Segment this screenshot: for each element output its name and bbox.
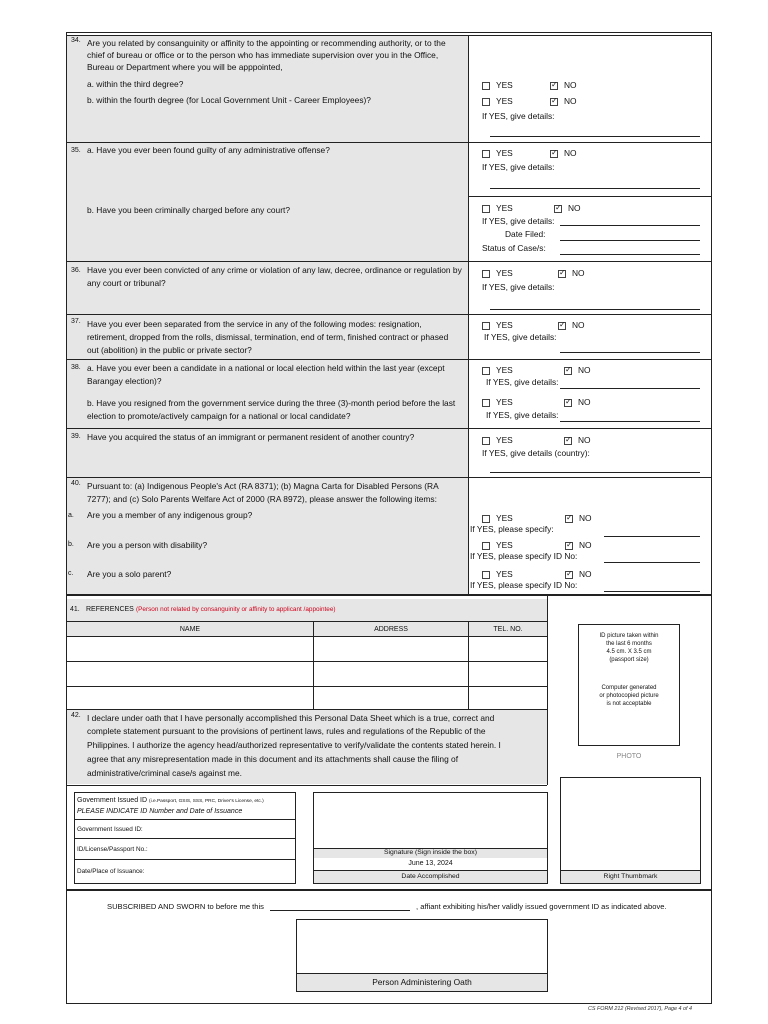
ref-row-1-name[interactable] — [68, 638, 312, 660]
oath-text-after: , affiant exhibiting his/her validly issued government ID as indicated above. — [416, 902, 667, 911]
q42-line-3: Philippines. I authorize the agency head/authorized representative to verify/validate the contents stated herein. I — [87, 740, 501, 750]
q38a-no-checkbox[interactable] — [564, 367, 572, 375]
q35-b: b. Have you been criminally charged before any court? — [87, 205, 290, 215]
q35b-no-label: NO — [568, 203, 581, 213]
q35b-no-checkbox[interactable] — [554, 205, 562, 213]
q40b-specify-line[interactable] — [604, 562, 700, 563]
q38-a-line-2: Barangay election)? — [87, 376, 162, 386]
ref-row-2-tel[interactable] — [470, 663, 546, 685]
govid-field-id-label: Government Issued ID: — [77, 826, 143, 833]
q35a-yes-checkbox[interactable] — [482, 150, 490, 158]
photo-instruction-1: ID picture taken within — [599, 633, 659, 639]
q36-details-line[interactable] — [490, 309, 700, 310]
q34a-yes-checkbox[interactable] — [482, 82, 490, 90]
q40-a-marker: a. — [68, 512, 74, 519]
q42-line-4: agree that any misrepresentation made in this document and its attachments shall cause the filing of — [87, 754, 459, 764]
q35b-status-line[interactable] — [560, 254, 700, 255]
q35-number: 35. — [71, 147, 81, 154]
q40-c: Are you a solo parent? — [87, 569, 172, 579]
form-footer: CS FORM 212 (Revised 2017), Page 4 of 4 — [588, 1006, 692, 1012]
q40a-no-label: NO — [579, 513, 592, 523]
q38b-no-label: NO — [578, 397, 591, 407]
q40-line-2: 7277); and (c) Solo Parents Welfare Act of 2000 (RA 8972), please answer the following items: — [87, 494, 437, 504]
q34a-yes-label: YES — [496, 80, 513, 90]
q40c-specify-label: If YES, please specify ID No: — [470, 580, 578, 590]
q34b-yes-checkbox[interactable] — [482, 98, 490, 106]
q40-number: 40. — [71, 480, 81, 487]
q36-line-2: any court or tribunal? — [87, 278, 166, 288]
q34-number: 34. — [71, 37, 81, 44]
q37-no-checkbox[interactable] — [558, 322, 566, 330]
q38b-yes-checkbox[interactable] — [482, 399, 490, 407]
photo-note-2: or photocopied picture — [599, 693, 659, 699]
q35b-date-filed-line[interactable] — [560, 240, 700, 241]
q40c-yes-label: YES — [496, 569, 513, 579]
photo-label: PHOTO — [616, 753, 642, 760]
q40a-no-checkbox[interactable] — [565, 515, 573, 523]
q38b-yes-label: YES — [496, 397, 513, 407]
q36-number: 36. — [71, 267, 81, 274]
q34-a: a. within the third degree? — [87, 79, 184, 89]
q35b-details-line[interactable] — [560, 225, 700, 226]
q35a-details-line[interactable] — [490, 188, 700, 189]
q34-line-1: Are you related by consanguinity or affinity to the appointing or recommending authority, or to the — [87, 38, 446, 48]
q35a-details-label: If YES, give details: — [482, 162, 555, 172]
q36-yes-checkbox[interactable] — [482, 270, 490, 278]
q42-number: 42. — [71, 712, 81, 719]
q35a-no-checkbox[interactable] — [550, 150, 558, 158]
oath-text-before: SUBSCRIBED AND SWORN to before me this — [107, 902, 264, 911]
q35-a: a. Have you ever been found guilty of any administrative offense? — [87, 145, 330, 155]
q34-line-3: Bureau or Department where you will be apppointed, — [87, 62, 283, 72]
q38a-details-line[interactable] — [560, 388, 700, 389]
ref-row-3-address[interactable] — [315, 688, 467, 708]
q39-yes-label: YES — [496, 435, 513, 445]
q41-note: (Person not related by consanguinity or affinity to applicant /appointee) — [136, 606, 336, 613]
ref-row-3-name[interactable] — [68, 688, 312, 708]
q34b-no-label: NO — [564, 96, 577, 106]
q41-title: REFERENCES — [86, 606, 134, 613]
ref-row-3-tel[interactable] — [470, 688, 546, 708]
q36-details-label: If YES, give details: — [482, 282, 555, 292]
q40b-yes-label: YES — [496, 540, 513, 550]
q39-details-line[interactable] — [490, 472, 700, 473]
q42-line-5: administrative/criminal case/s against me. — [87, 768, 242, 778]
signature-label: Signature (Sign inside the box) — [384, 849, 477, 856]
q38b-details-label: If YES, give details: — [486, 410, 559, 420]
q39-text: Have you acquired the status of an immigrant or permanent resident of another country? — [87, 432, 415, 442]
ref-row-2-name[interactable] — [68, 663, 312, 685]
q37-line-3: out (abolition) in the public or private sector? — [87, 345, 252, 355]
q38a-no-label: NO — [578, 365, 591, 375]
q37-line-2: retirement, dropped from the rolls, dismissal, termination, end of term, finished contract or phased — [87, 332, 449, 342]
q37-no-label: NO — [572, 320, 585, 330]
q35b-yes-checkbox[interactable] — [482, 205, 490, 213]
refs-col-tel: TEL. NO. — [493, 626, 523, 633]
date-accomplished-label: Date Accomplished — [401, 873, 460, 880]
q38a-yes-label: YES — [496, 365, 513, 375]
q35-bg — [67, 143, 468, 261]
q40-c-marker: c. — [68, 570, 74, 577]
q40-line-1: Pursuant to: (a) Indigenous People's Act (RA 8371); (b) Magna Carta for Disabled Persons (RA — [87, 481, 439, 491]
q38b-details-line[interactable] — [560, 421, 700, 422]
q39-details-label: If YES, give details (country): — [482, 448, 590, 458]
refs-col-name: NAME — [179, 626, 201, 633]
q38-a-line-1: a. Have you ever been a candidate in a national or local election held within the last year (except — [87, 363, 445, 373]
thumbmark-label: Right Thumbmark — [603, 873, 658, 880]
q40-b-marker: b. — [68, 541, 74, 548]
govid-title: Government Issued ID (i.e.Passport, GSIS, SSS, PRC, Driver's License, etc.) — [77, 797, 264, 804]
q34-line-2: chief of bureau or office or to the person who has immediate supervision over you in the Office, — [87, 50, 439, 60]
ref-row-1-tel[interactable] — [470, 638, 546, 660]
q40-b: Are you a person with disability? — [87, 540, 208, 550]
govid-instruction: PLEASE INDICATE ID Number and Date of Issuance — [77, 808, 243, 815]
person-administering-oath-label: Person Administering Oath — [372, 977, 472, 987]
q36-no-checkbox[interactable] — [558, 270, 566, 278]
q34-details-line[interactable] — [490, 136, 700, 137]
refs-col-address: ADDRESS — [374, 626, 408, 633]
photo-instruction-4: (passport size) — [609, 657, 649, 663]
q37-yes-checkbox[interactable] — [482, 322, 490, 330]
q39-number: 39. — [71, 433, 81, 440]
q37-details-line[interactable] — [560, 352, 700, 353]
photo-instruction-2: the last 6 months — [606, 641, 652, 647]
q39-yes-checkbox[interactable] — [482, 437, 490, 445]
q35b-date-filed-label: Date Filed: — [505, 229, 546, 239]
q40a-specify-line[interactable] — [604, 536, 700, 537]
govid-field-date-label: Date/Place of Issuance: — [77, 868, 145, 875]
q40a-specify-label: If YES, please specify: — [470, 524, 554, 534]
oath-date-line[interactable] — [270, 910, 410, 911]
ref-row-2-address[interactable] — [315, 663, 467, 685]
q42-line-1: I declare under oath that I have personally accomplished this Personal Data Sheet which is a true, correct and — [87, 713, 495, 723]
q34b-no-checkbox[interactable] — [550, 98, 558, 106]
q38-number: 38. — [71, 364, 81, 371]
answer-column-divider — [468, 36, 469, 594]
photo-instruction-3: 4.5 cm. X 3.5 cm — [606, 649, 652, 655]
q34-b: b. within the fourth degree (for Local Government Unit - Career Employees)? — [87, 95, 371, 105]
ref-row-1-address[interactable] — [315, 638, 467, 660]
q40c-no-label: NO — [579, 569, 592, 579]
q37-yes-label: YES — [496, 320, 513, 330]
q40a-yes-checkbox[interactable] — [482, 515, 490, 523]
q40b-no-checkbox[interactable] — [565, 542, 573, 550]
q37-details-label: If YES, give details: — [484, 332, 557, 342]
q39-no-label: NO — [578, 435, 591, 445]
q39-no-checkbox[interactable] — [564, 437, 572, 445]
q35b-status-label: Status of Case/s: — [482, 243, 546, 253]
q35a-yes-label: YES — [496, 148, 513, 158]
q34b-yes-label: YES — [496, 96, 513, 106]
q36-yes-label: YES — [496, 268, 513, 278]
q38-b-line-2: election to promote/actively campaign for a national or local candidate? — [87, 411, 351, 421]
q36-line-1: Have you ever been convicted of any crime or violation of any law, decree, ordinance or regulation by — [87, 265, 462, 275]
q38b-no-checkbox[interactable] — [564, 399, 572, 407]
date-accomplished-value[interactable]: June 13, 2024 — [408, 860, 453, 867]
q40c-yes-checkbox[interactable] — [482, 571, 490, 579]
q42-line-2: complete statement pursuant to the provisions of pertinent laws, rules and regulations of the Republic of the — [87, 726, 486, 736]
q40b-yes-checkbox[interactable] — [482, 542, 490, 550]
q35b-details-label: If YES, give details: — [482, 216, 555, 226]
q40c-specify-line[interactable] — [604, 591, 700, 592]
q38a-yes-checkbox[interactable] — [482, 367, 490, 375]
photo-note-3: is not acceptable — [606, 701, 652, 707]
q34-details-label: If YES, give details: — [482, 111, 555, 121]
q36-no-label: NO — [572, 268, 585, 278]
q37-line-1: Have you ever been separated from the service in any of the following modes: resignation, — [87, 319, 422, 329]
q37-number: 37. — [71, 318, 81, 325]
q35a-no-label: NO — [564, 148, 577, 158]
q40a-yes-label: YES — [496, 513, 513, 523]
thumbmark-box[interactable] — [560, 777, 701, 884]
q40b-no-label: NO — [579, 540, 592, 550]
govid-field-number-label: ID/License/Passport No.: — [77, 846, 148, 853]
q35b-yes-label: YES — [496, 203, 513, 213]
photo-note-1: Computer generated — [601, 685, 657, 691]
q38a-details-label: If YES, give details: — [486, 377, 559, 387]
q34a-no-checkbox[interactable] — [550, 82, 558, 90]
q40c-no-checkbox[interactable] — [565, 571, 573, 579]
q40b-specify-label: If YES, please specify ID No: — [470, 551, 578, 561]
q40-a: Are you a member of any indigenous group? — [87, 510, 253, 520]
q34a-no-label: NO — [564, 80, 577, 90]
q38-b-line-1: b. Have you resigned from the government service during the three (3)-month period before the last — [87, 398, 456, 408]
q41-number: 41. — [70, 606, 80, 613]
